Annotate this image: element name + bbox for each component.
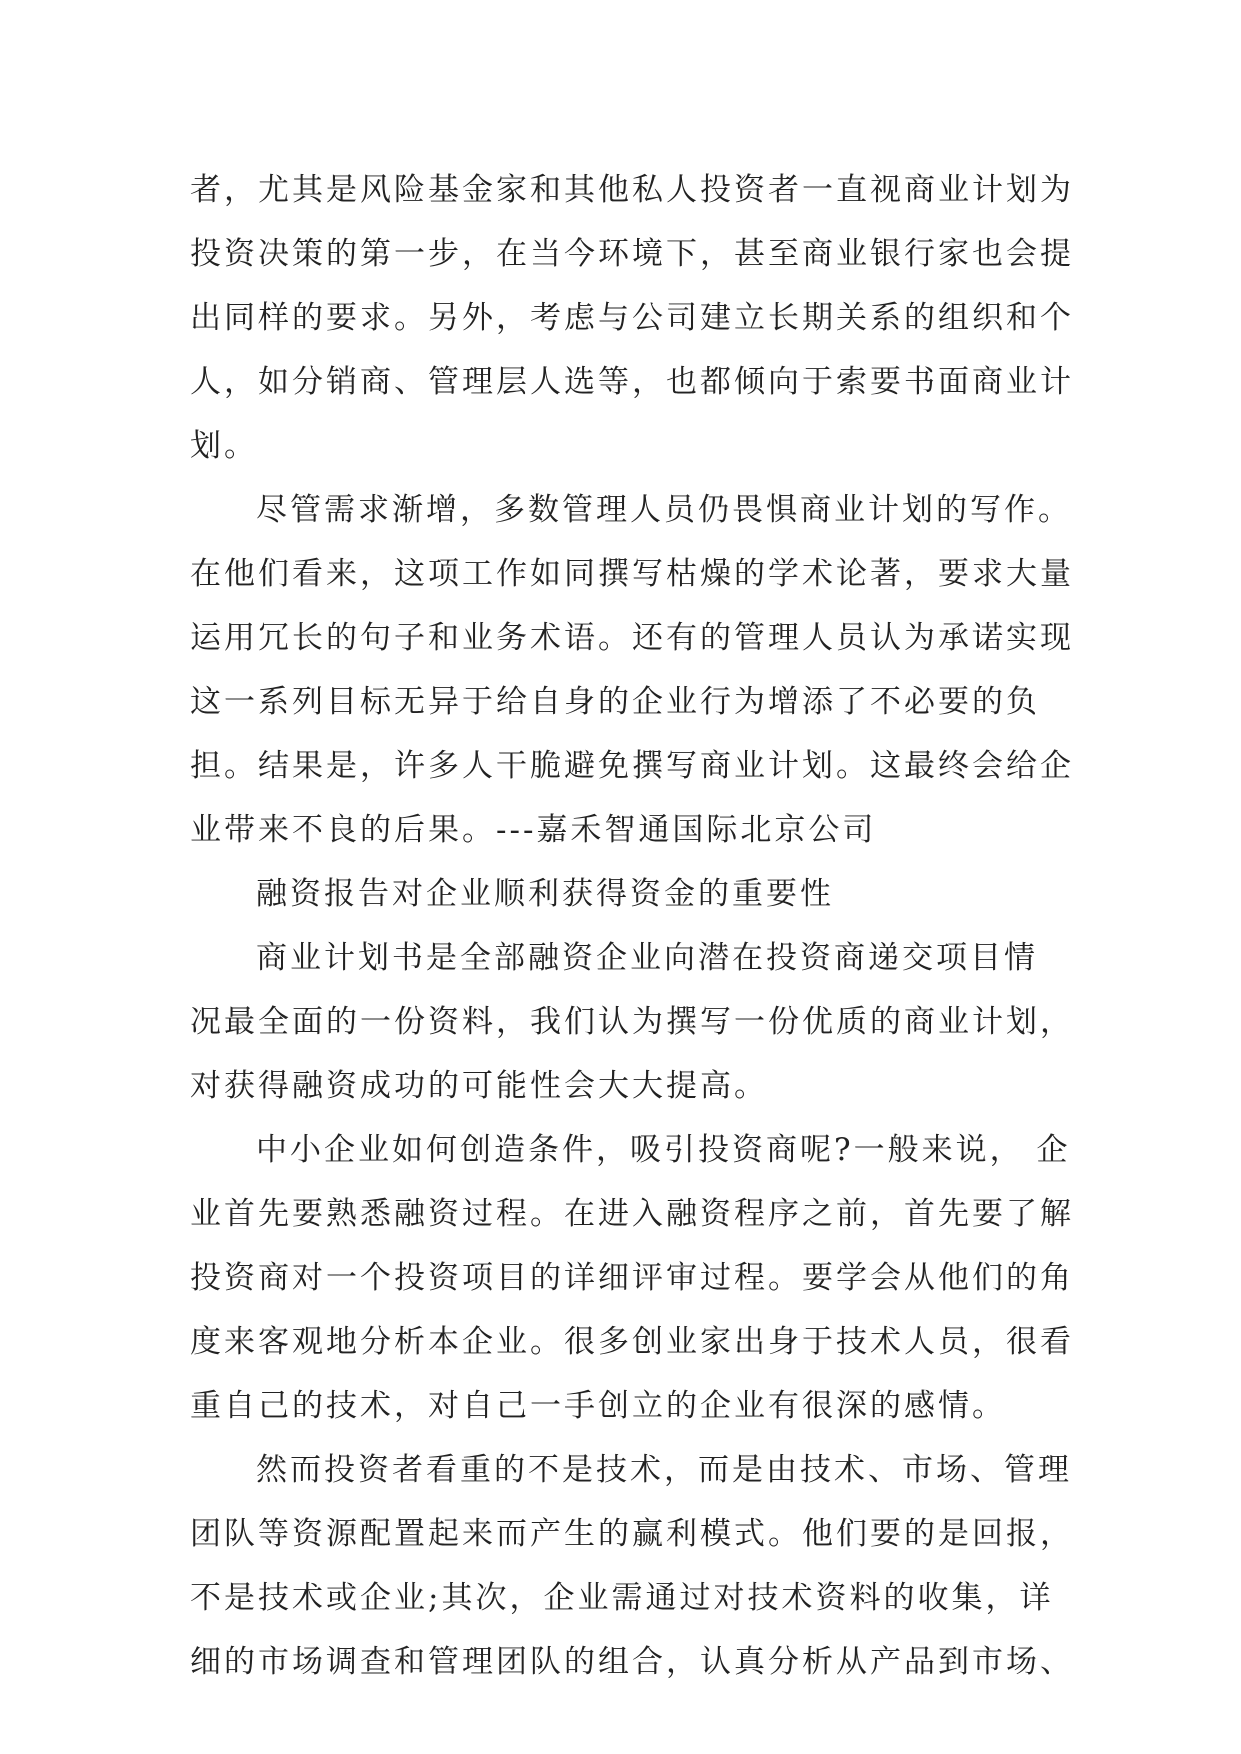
- document-body: [190, 158, 1074, 1694]
- paragraph-continuation: [190, 158, 1074, 478]
- text-line: 运用冗长的句子和业务术语。还有的管理人员认为承诺实现: [190, 620, 1074, 656]
- text-line: 况最全面的一份资料，我们认为撰写一份优质的商业计划，: [190, 1004, 1074, 1040]
- text-line: 者，尤其是风险基金家和其他私人投资者一直视商业计划为: [190, 172, 1074, 208]
- text-line: 这一系列目标无异于给自身的企业行为增添了不必要的负: [190, 684, 1040, 720]
- paragraph: [190, 1438, 1074, 1694]
- paragraph: [190, 478, 1074, 862]
- text-line: 担。结果是，许多人干脆避免撰写商业计划。这最终会给企: [190, 748, 1074, 784]
- text-line: 在他们看来，这项工作如同撰写枯燥的学术论著，要求大量: [190, 556, 1074, 592]
- text-line-indented: 然而投资者看重的不是技术，而是由技术、市场、管理: [256, 1452, 1072, 1488]
- paragraph: [190, 926, 1074, 1118]
- text-line-indented: 商业计划书是全部融资企业向潜在投资商递交项目情: [256, 940, 1038, 976]
- text-line: 业首先要熟悉融资过程。在进入融资程序之前，首先要了解: [190, 1196, 1074, 1232]
- text-line: 重自己的技术，对自己一手创立的企业有很深的感情。: [190, 1388, 1006, 1424]
- text-line: 投资商对一个投资项目的详细评审过程。要学会从他们的角: [190, 1260, 1074, 1296]
- text-line: 对获得融资成功的可能性会大大提高。: [190, 1068, 768, 1104]
- text-line: 人，如分销商、管理层人选等，也都倾向于索要书面商业计: [190, 364, 1074, 400]
- text-line: 度来客观地分析本企业。很多创业家出身于技术人员，很看: [190, 1324, 1074, 1360]
- text-line: 业带来不良的后果。---嘉禾智通国际北京公司: [190, 812, 877, 848]
- text-line-indented: 中小企业如何创造条件，吸引投资商呢?一般来说， 企: [256, 1132, 1071, 1168]
- text-line: 不是技术或企业;其次，企业需通过对技术资料的收集，详: [190, 1580, 1054, 1616]
- paragraph: [190, 1118, 1074, 1438]
- text-line: 出同样的要求。另外，考虑与公司建立长期关系的组织和个: [190, 300, 1074, 336]
- text-line-indented: 尽管需求渐增，多数管理人员仍畏惧商业计划的写作。: [256, 492, 1072, 528]
- text-line: 划。: [190, 428, 258, 464]
- heading-text: 融资报告对企业顺利获得资金的重要性: [256, 876, 834, 912]
- text-line: 细的市场调查和管理团队的组合，认真分析从产品到市场、: [190, 1644, 1074, 1680]
- section-heading: [190, 862, 1070, 926]
- text-line: 团队等资源配置起来而产生的赢利模式。他们要的是回报，: [190, 1516, 1074, 1552]
- text-line: 投资决策的第一步，在当今环境下，甚至商业银行家也会提: [190, 236, 1074, 272]
